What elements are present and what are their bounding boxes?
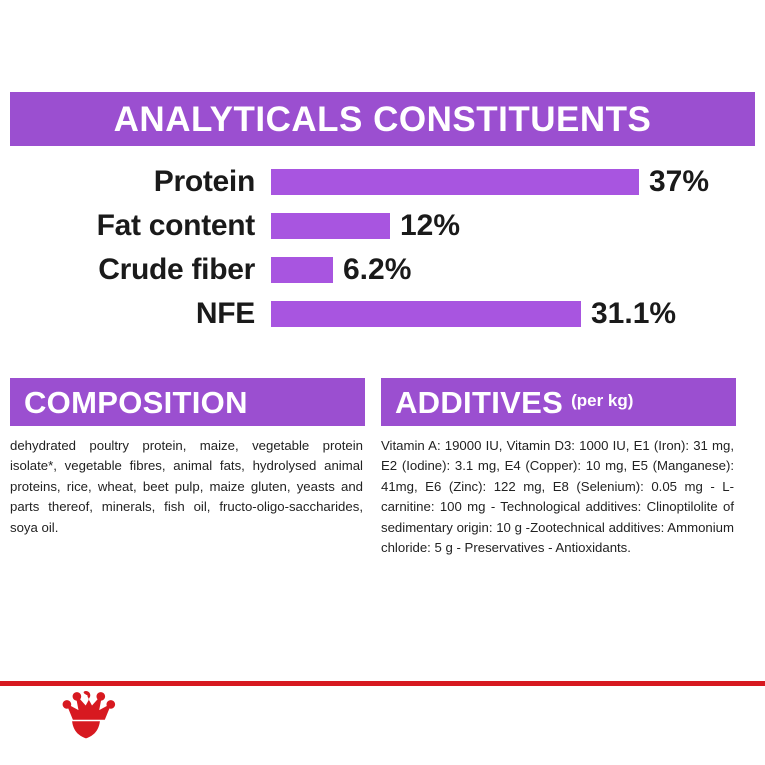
bar-label-crude-fiber: Crude fiber bbox=[98, 253, 255, 286]
additives-subtitle: (per kg) bbox=[571, 391, 634, 410]
bar-value-nfe: 31.1% bbox=[591, 297, 677, 330]
composition-title: COMPOSITION bbox=[24, 384, 248, 420]
bar-row bbox=[10, 160, 747, 204]
additives-panel bbox=[381, 378, 736, 559]
bar-fill-nfe bbox=[271, 301, 581, 327]
bar-fill-protein bbox=[271, 169, 639, 195]
composition-banner bbox=[10, 378, 365, 426]
bar-value-fat-content: 12% bbox=[400, 209, 461, 242]
footer bbox=[0, 681, 765, 765]
composition-text: dehydrated poultry protein, maize, vegetable protein isolate*, vegetable fibres, animal fats, hydrolysed animal proteins, rice, wheat, beet pulp, maize gluten, yeasts and parts thereof, minerals, fish oil, fructo-oligo-saccharides, soya oil. bbox=[10, 438, 363, 535]
bar-track-fat-content bbox=[271, 209, 747, 243]
footer-accent-line bbox=[0, 681, 765, 686]
bar-row bbox=[10, 292, 747, 336]
bar-track-protein bbox=[271, 165, 747, 199]
composition-panel bbox=[10, 378, 365, 559]
bar-track-crude-fiber bbox=[271, 253, 747, 287]
royal-canin-crown-icon bbox=[50, 687, 122, 743]
additives-banner bbox=[381, 378, 736, 426]
bar-fill-fat-content bbox=[271, 213, 390, 239]
bar-row bbox=[10, 204, 747, 248]
bar-label-nfe: NFE bbox=[195, 297, 255, 330]
analyticals-title: ANALYTICALS CONSTITUENTS bbox=[113, 99, 652, 139]
bar-row bbox=[10, 248, 747, 292]
analyticals-section bbox=[10, 92, 755, 336]
bar-label-protein: Protein bbox=[153, 165, 255, 198]
bar-value-crude-fiber: 6.2% bbox=[343, 253, 412, 286]
additives-text: Vitamin A: 19000 IU, Vitamin D3: 1000 IU, E1 (Iron): 31 mg, E2 (Iodine): 3.1 mg, E4 (Copper): 10 mg, E5 (Manganese): 41mg, E6 (Zinc): 122 mg, E8 (Selenium): 0.05 mg - L- carnitine: 100 mg - Technological additives: Clinoptilolite of sedimentary origin: 10 g -Zootechnical additives: Ammonium chloride: 5 g - Preservatives - Antioxidants. bbox=[381, 438, 734, 556]
bar-value-protein: 37% bbox=[649, 165, 710, 198]
bar-track-nfe bbox=[271, 297, 747, 331]
analyticals-banner bbox=[10, 92, 755, 146]
bar-fill-crude-fiber bbox=[271, 257, 333, 283]
bar-label-fat-content: Fat content bbox=[96, 209, 255, 242]
analyticals-bar-chart bbox=[10, 160, 755, 336]
additives-title: ADDITIVES bbox=[395, 384, 564, 420]
detail-panels bbox=[10, 378, 755, 559]
